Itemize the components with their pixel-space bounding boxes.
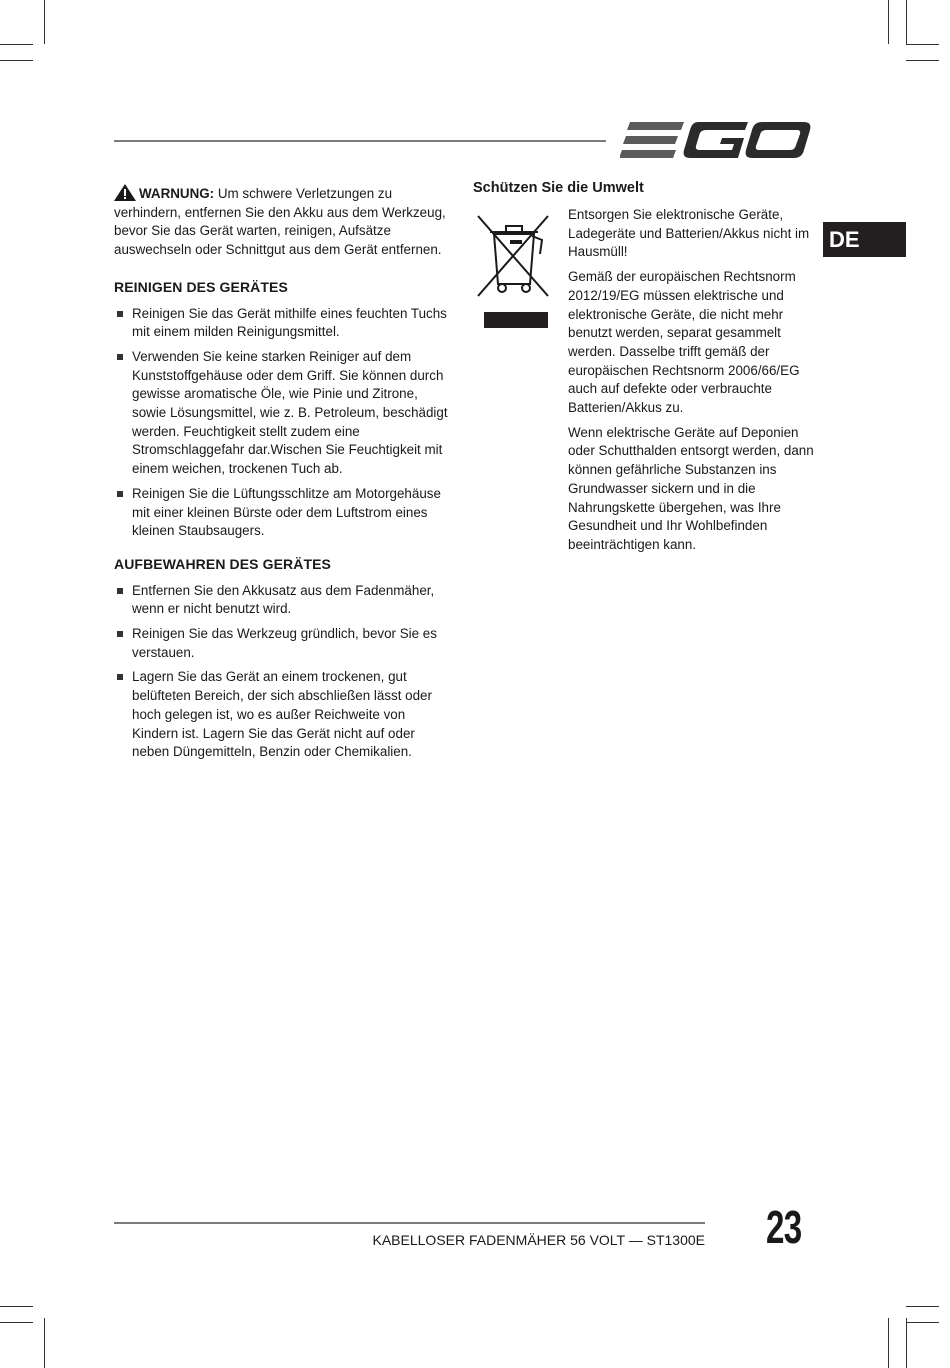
environment-paragraph: Entsorgen Sie elektronische Geräte, Ladegeräte und Batterien/Akkus nicht im Hausmüll! (568, 207, 810, 260)
warning-label: WARNUNG: (139, 186, 215, 201)
environment-paragraph: Gemäß der europäischen Rechtsnorm 2012/19/EG müssen elektrische und elektronische Geräte, die nicht mehr benutzt werden, separat gesammelt werden. Dasselbe trifft gemäß der europäischen Rechtsnorm 2006/66/EG auch auf defekte oder verbrauchte Batterien/Akkus zu. (568, 269, 800, 416)
crop-mark (906, 1318, 907, 1368)
crossed-out-bin-icon (472, 210, 556, 332)
warning-triangle-icon (114, 184, 136, 201)
crop-mark (44, 1318, 45, 1368)
bullet-icon (117, 491, 123, 497)
crop-mark (906, 1322, 939, 1323)
list-item (114, 485, 450, 541)
crop-mark (906, 0, 907, 44)
list-item (114, 582, 450, 619)
storage-list (114, 582, 450, 762)
bullet-icon (117, 631, 123, 637)
header-rule (114, 140, 606, 142)
bullet-icon (117, 311, 123, 317)
warning-text: Um schwere Verletzungen zu verhindern, entfernen Sie den Akku aus dem Werkzeug, bevor Sie das Gerät warten, reinigen, Aufsätze auswechseln oder Schnittgut aus dem Gerät entfernen. (114, 186, 446, 258)
crop-mark (0, 1322, 33, 1323)
footer-rule (114, 1222, 705, 1224)
list-item (114, 348, 450, 479)
environment-heading: Schützen Sie die Umwelt (473, 180, 644, 196)
footer-title: KABELLOSER FADENMÄHER 56 VOLT — ST1300E (372, 1232, 705, 1248)
language-tab: DE (823, 222, 906, 257)
list-item-text: Reinigen Sie die Lüftungsschlitze am Motorgehäuse mit einer kleinen Bürste oder dem Luftstrom eines kleinen Staubsaugers. (132, 485, 441, 539)
cleaning-heading: REINIGEN DES GERÄTES (114, 278, 288, 295)
list-item-text: Lagern Sie das Gerät an einem trockenen, gut belüfteten Bereich, der sich abschließen lässt oder hoch gelegen ist, wo es außer Reichweite von Kindern ist. Lagern Sie das Gerät nicht auf oder neben Düngemitteln, Benzin oder Chemikalien. (132, 669, 432, 760)
crop-mark (0, 44, 33, 45)
bullet-icon (117, 588, 123, 594)
list-item (114, 305, 450, 342)
list-item-text: Reinigen Sie das Werkzeug gründlich, bevor Sie es verstauen. (132, 626, 437, 660)
crop-mark (906, 1306, 939, 1307)
list-item (114, 668, 450, 762)
storage-heading: AUFBEWAHREN DES GERÄTES (114, 555, 331, 572)
bullet-icon (117, 354, 123, 360)
page-number: 23 (766, 1201, 802, 1253)
list-item (114, 625, 450, 662)
environment-paragraph: Wenn elektrische Geräte auf Deponien oder Schutthalden entsorgt werden, dann können gefährliche Substanzen ins Grundwasser sickern und in die Nahrungskette übergehen, was Ihre Gesundheit und Ihr Wohlbefinden beeinträchtigen kann. (568, 424, 814, 552)
list-item-text: Reinigen Sie das Gerät mithilfe eines feuchten Tuchs mit einem milden Reinigungsmittel. (132, 305, 447, 340)
crop-mark (906, 60, 939, 61)
left-column (114, 184, 450, 776)
list-item-text: Entfernen Sie den Akkusatz aus dem Fadenmäher, wenn er nicht benutzt wird. (132, 582, 435, 617)
list-item-text: Verwenden Sie keine starken Reiniger auf dem Kunststoffgehäuse oder dem Griff. Sie können durch gewisse aromatische Öle, wie Pinie und Zitrone, sowie Lösungsmittel, wie z. B. Petroleum, beschädigt werden. Feuchtigkeit stellt zudem eine Stromschlaggefahr dar.Wischen Sie Feuchtigkeit mit einem weichen, trockenen Tuch ab. (132, 348, 448, 477)
cleaning-list (114, 305, 450, 541)
crop-mark (0, 60, 33, 61)
crop-mark (44, 0, 45, 44)
crop-mark (888, 1318, 889, 1368)
crop-mark (888, 0, 889, 44)
bullet-icon (117, 674, 123, 680)
crop-mark (0, 1306, 33, 1307)
warning-paragraph (114, 184, 450, 260)
environment-text (568, 206, 816, 561)
ego-logo (620, 116, 812, 164)
crop-mark (906, 44, 939, 45)
